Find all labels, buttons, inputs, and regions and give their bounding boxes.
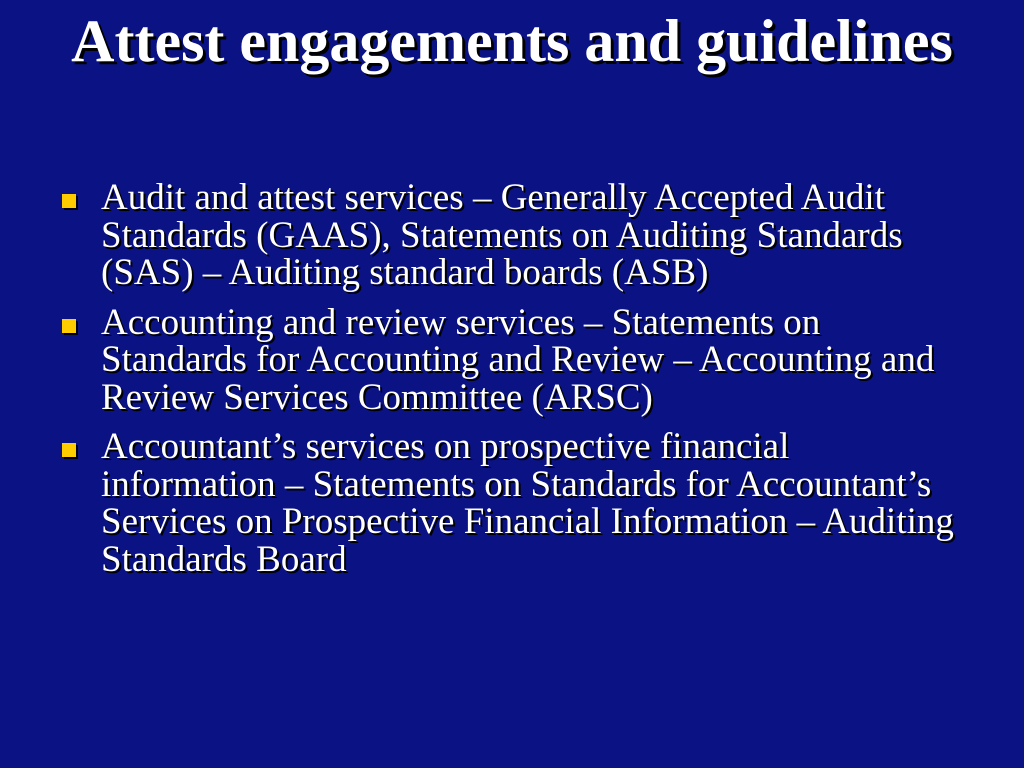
bullet-text: Audit and attest services – Generally Accepted Audit Standards (GAAS), Statements on Auditing Standards (SAS) – Auditing standard boards (ASB) — [101, 177, 903, 293]
bullet-item — [62, 179, 962, 292]
bullet-item — [62, 428, 962, 578]
square-bullet-icon — [62, 443, 76, 457]
slide-title: Attest engagements and guidelines — [71, 8, 953, 74]
square-bullet-icon — [62, 319, 76, 333]
bullet-text: Accounting and review services – Statements on Standards for Accounting and Review – Accounting and Review Services Committee (ARSC) — [101, 301, 935, 418]
bullet-item — [62, 301, 962, 418]
bullet-text: Accountant’s services on prospective financial information – Statements on Standards for Accountant’s Services on Prospective Financial Information – Auditing Standards Board — [101, 426, 954, 580]
bullet-list — [62, 179, 962, 590]
square-bullet-icon — [62, 194, 76, 208]
